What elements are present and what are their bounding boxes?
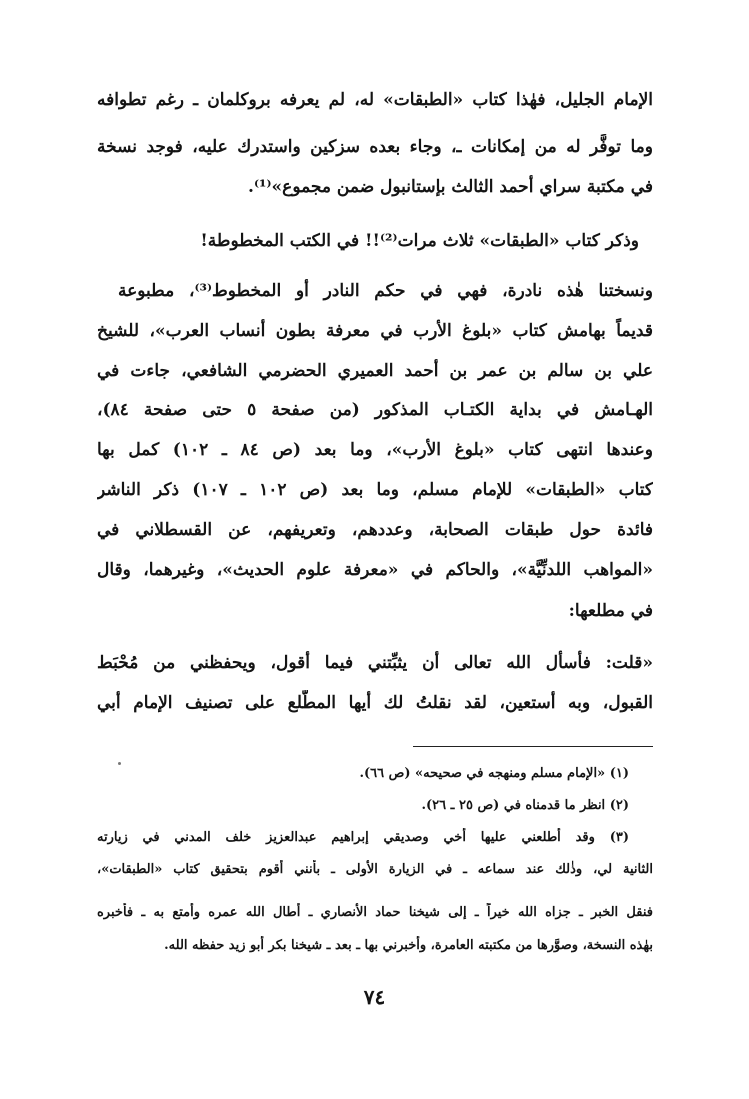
body-line-11: فائدة حول طبقات الصحابة، وعددهم، وتعريفهم، عن القسطلاني في (97, 520, 653, 540)
footnote-separator (413, 746, 653, 747)
body-line-8: الهـامش في بداية الكتـاب المذكور (من صفحة ٥ حتى صفحة ٨٤)، (97, 400, 653, 420)
footnote-2: (٢) انظر ما قدمناه في (ص ٢٥ ـ ٢٦). (421, 798, 629, 813)
body-line-10: كتاب «الطبقات» للإمام مسلم، وما بعد (ص ١٠٢ ـ ١٠٧) ذكر الناشر (97, 480, 653, 500)
page-number: ٧٤ (363, 985, 386, 1009)
body-line-3: في مكتبة سراي أحمد الثالث بإستانبول ضمن مجموع»⁽¹⁾. (248, 177, 653, 197)
body-line-6: قديماً بهامش كتاب «بلوغ الأرب في معرفة بطون أنساب العرب»، للشيخ (97, 321, 653, 341)
body-line-9: وعندها انتهى كتاب «بلوغ الأرب»، وما بعد (ص ٨٤ ـ ١٠٢) كمل بها (97, 440, 653, 460)
quote-line-2: القبول، وبه أستعين، لقد نقلتُ لك أيها المطَّلع على تصنيف الإمام أبي (97, 693, 653, 713)
footnote-3-line-4: بهٰذه النسخة، وصوَّرها من مكتبته العامرة، وأخبرني بها ـ بعد ـ شيخنا بكر أبو زيد حفظه الله. (164, 938, 653, 953)
footnote-1: (١) «الإمام مسلم ومنهجه في صحيحه» (ص ٦٦). (359, 766, 629, 781)
footnote-3-line-1: (٣) وقد أطلعني عليها أخي وصديقي إبراهيم عبدالعزيز خلف المدني في زيارته (97, 830, 629, 845)
body-line-5: ونسختنا هٰذه نادرة، فهي في حكم النادر أو المخطوط⁽³⁾، مطبوعة (118, 281, 653, 301)
body-line-4: وذكر كتاب «الطبقات» ثلاث مرات⁽²⁾!! في الكتب المخطوطة! (200, 231, 639, 251)
body-line-7: علي بن سالم بن عمر بن أحمد العميري الحضرمي الشافعي، جاءت في (97, 361, 653, 381)
body-line-13: في مطلعها: (568, 601, 653, 621)
quote-line-1: «قلت: فأسأل الله تعالى أن يثبِّتني فيما أقول، ويحفظني من مُحْبَط (97, 653, 653, 673)
body-line-2: وما توفَّر له من إمكانات ـ، وجاء بعده سزكين واستدرك عليه، فوجد نسخة (97, 137, 653, 157)
footnote-3-line-3: فنقل الخبر ـ جزاه الله خيراً ـ إلى شيخنا حماد الأنصاري ـ أطال الله عمره وأمتع به ـ فأخبره (97, 905, 653, 920)
footnote-3-line-2: الثانية لي، وذٰلك عند سماعه ـ في الزيارة الأولى ـ بأنني أقوم بتحقيق كتاب «الطبقات»، (97, 862, 653, 877)
body-line-1: الإمام الجليل، فهٰذا كتاب «الطبقات» له، لم يعرفه بروكلمان ـ رغم تطوافه (97, 90, 653, 110)
body-line-12: «المواهب اللدنِّيَّة»، والحاكم في «معرفة علوم الحديث»، وغيرهما، وقال (97, 560, 653, 580)
